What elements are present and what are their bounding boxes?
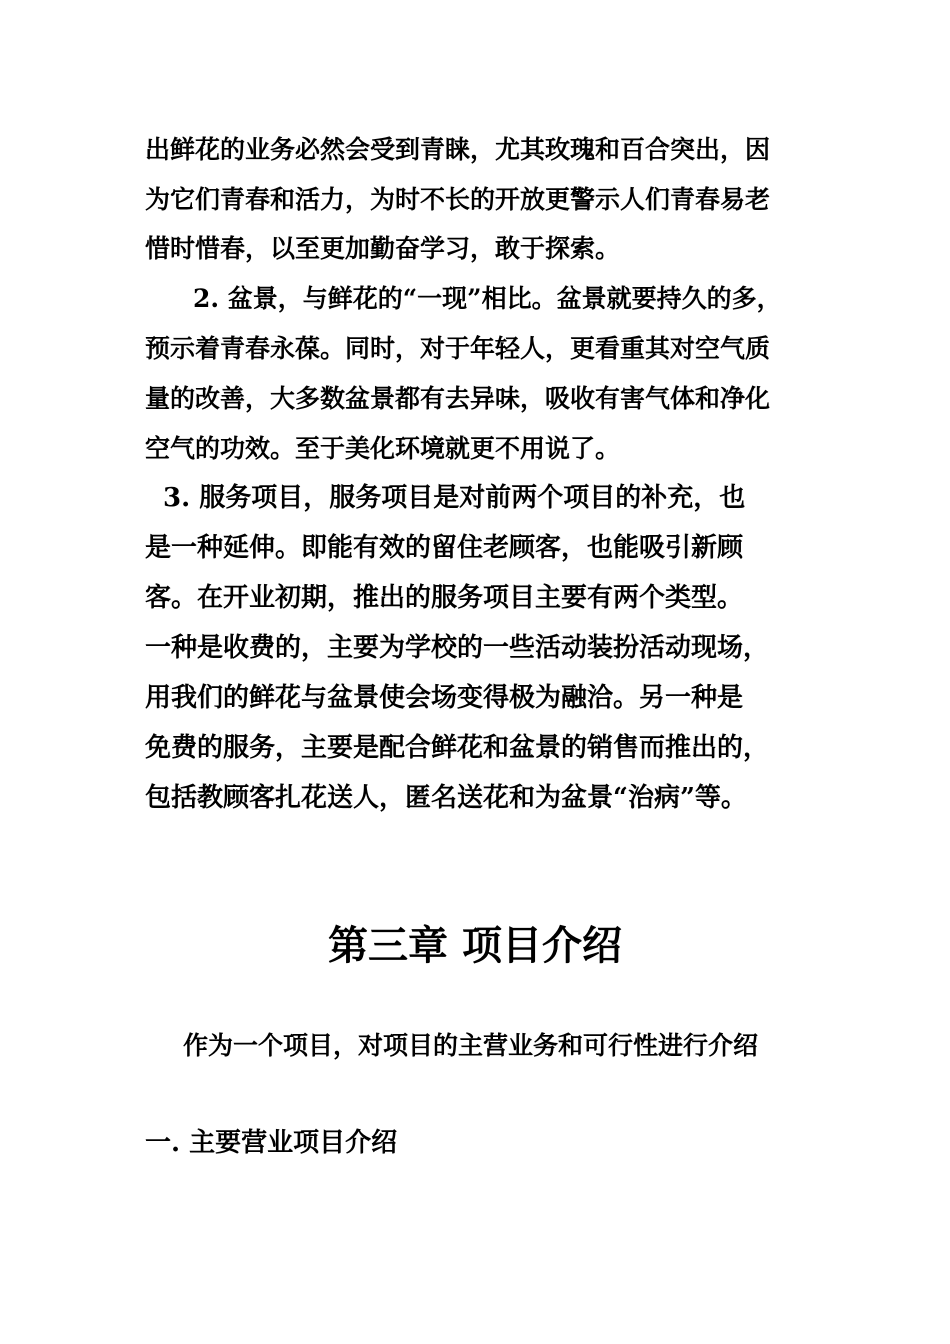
section-heading: 一. 主要营业项目介绍 — [145, 1128, 398, 1158]
paragraph1-line-2: 为它们青春和活力，为时不长的开放更警示人们青春易老 — [145, 185, 771, 214]
paragraph3-line-4: 一种是收费的，主要为学校的一些活动装扮活动现场， — [145, 633, 770, 663]
paragraph3-line-2: 是一种延伸。即能有效的留住老顾客，也能吸引新顾 — [145, 533, 744, 563]
paragraph3-line-6: 免费的服务，主要是配合鲜花和盆景的销售而推出的， — [145, 733, 770, 763]
chapter-title: 第三章 项目介绍 — [328, 922, 622, 969]
paragraph2-line-1: 2. 盆景，与鲜花的“一现”相比。盆景就要持久的多， — [193, 284, 782, 313]
paragraph3-line-3: 客。在开业初期，推出的服务项目主要有两个类型。 — [145, 583, 744, 613]
paragraph2-line-4: 空气的功效。至于美化环境就更不用说了。 — [145, 434, 621, 463]
paragraph2-line-2: 预示着青春永葆。同时，对于年轻人，更看重其对空气质 — [145, 334, 771, 363]
paragraph1-line-1: 出鲜花的业务必然会受到青睐，尤其玫瑰和百合突出，因 — [145, 135, 771, 164]
paragraph3-line-1: 3. 服务项目，服务项目是对前两个项目的补充，也 — [163, 483, 746, 513]
paragraph3-line-7: 包括教顾客扎花送人，匿名送花和为盆景“治病”等。 — [145, 783, 747, 813]
paragraph3-line-5: 用我们的鲜花与盆景使会场变得极为融洽。另一种是 — [145, 683, 744, 713]
chapter-intro: 作为一个项目，对项目的主营业务和可行性进行介绍 — [183, 1031, 759, 1060]
paragraph2-line-3: 量的改善，大多数盆景都有去异味，吸收有害气体和净化 — [145, 384, 771, 413]
paragraph1-line-3: 惜时惜春，以至更加勤奋学习，敢于探索。 — [145, 234, 621, 263]
